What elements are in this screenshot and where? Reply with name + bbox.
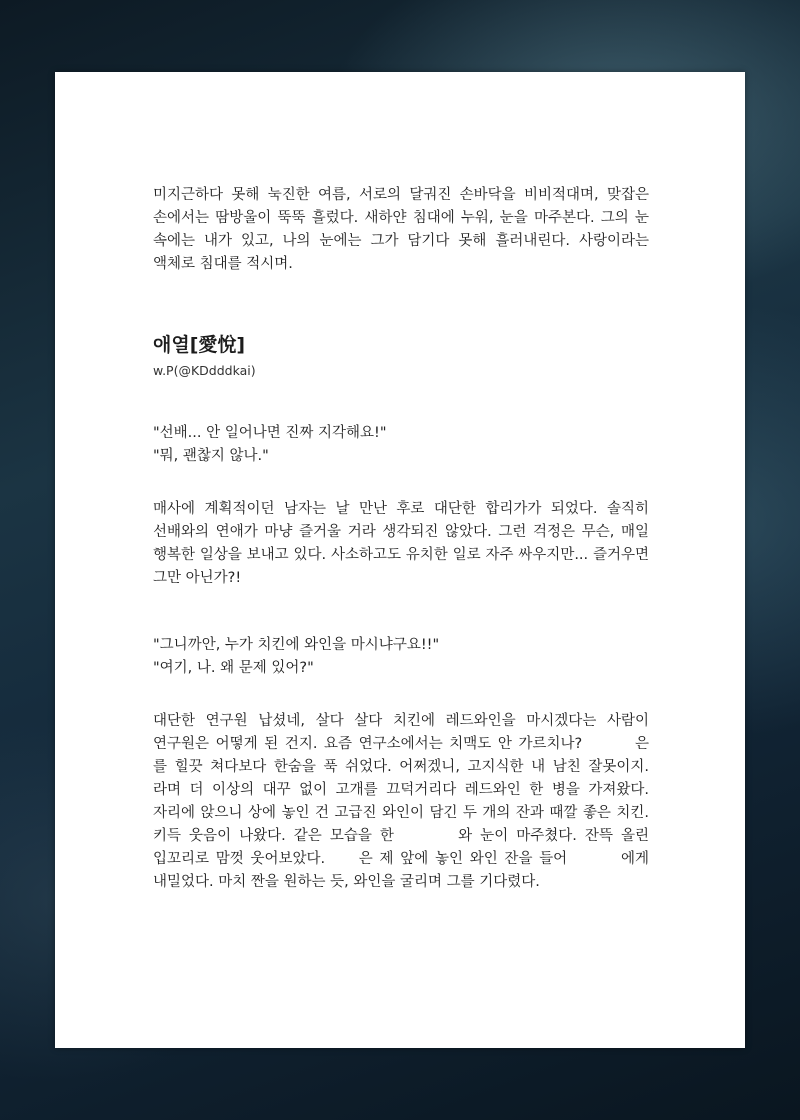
dialogue-line: "그니까안, 누가 치킨에 와인을 마시냐구요!!": [153, 637, 440, 653]
story-author: w.P(@KDdddkai): [153, 363, 256, 378]
story-title: 애열[愛悅]: [153, 334, 246, 356]
dialogue-line: "선배... 안 일어나면 진짜 지각해요!": [153, 425, 387, 441]
dialogue-line: "뭐, 괜찮지 않나.": [153, 448, 269, 464]
dialogue-line: "여기, 나. 왜 문제 있어?": [153, 660, 314, 676]
intro-paragraph: 미지근하다 못해 눅진한 여름, 서로의 달궈진 손바닥을 비비적대며, 맞잡은 손에서는 땀방울이 뚝뚝 흘렀다. 새하얀 침대에 누워, 눈을 마주본다. 그의 눈 속에는 내가 있고, 나의 눈에는 그가 담기다 못해 흘러내린다. 사랑이라는 액체로 침대를 적시며.: [153, 187, 649, 272]
dialogue-block-2: [153, 634, 649, 680]
body-paragraph-2: 매사에 계획적이던 남자는 날 만난 후로 대단한 합리가가 되었다. 솔직히 선배와의 연애가 마냥 즐거울 거라 생각되진 않았다. 그런 걱정은 무슨, 매일 행복한 일상을 보내고 있다. 사소하고도 유치한 일로 자주 싸우지만... 즐거우면 그만 아닌가?!: [153, 501, 649, 586]
body-paragraph-3: 대단한 연구원 납셨네, 살다 살다 치킨에 레드와인을 마시겠다는 사람이 연구원은 어떻게 된 건지. 요즘 연구소에서는 치맥도 안 가르치나? 은 를 힐끗 쳐다보다 한숨을 푹 쉬었다. 어쩌겠니, 고지식한 내 남친 잘못이지. 라며 더 이상의 대꾸 없이 고개를 끄덕거리다 레드와인 한 병을 가져왔다. 자리에 앉으니 상에 놓인 건 고급진 와인이 담긴 두 개의 잔과 때깔 좋은 치킨. 키득 웃음이 나왔다. 같은 모습을 한 와 눈이 마주쳤다. 잔뜩 올린 입꼬리로 맘껏 웃어보았다. 은 제 앞에 놓인 와인 잔을 들어 에게 내밀었다. 마치 짠을 원하는 듯, 와인을 굴리며 그를 기다렸다.: [153, 713, 686, 890]
document-page: [55, 72, 745, 1048]
dialogue-block-1: [153, 422, 649, 468]
document-content: [153, 184, 686, 894]
